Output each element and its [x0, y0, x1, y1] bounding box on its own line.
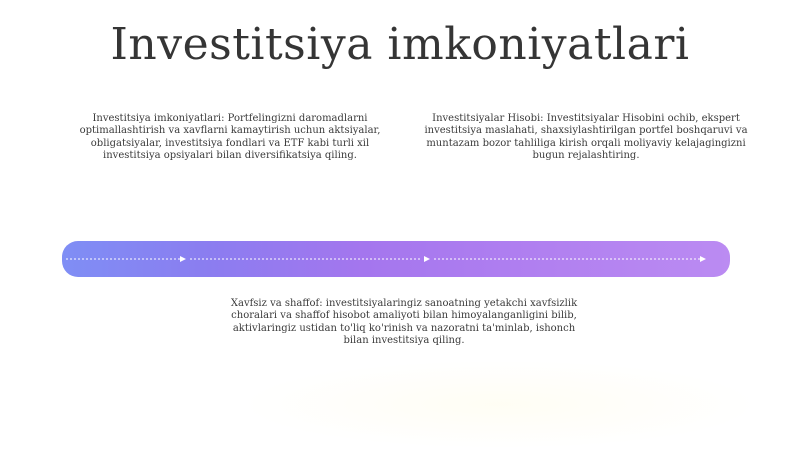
timeline-arrows — [62, 241, 730, 277]
secure-transparent-text: Xavfsiz va shaffof: investitsiyalaringiz sanoatning yetakchi xavfsizlik choralari va shaffof hisobot amaliyoti bilan himoyalanganligini bilib, aktivlaringiz ustidan to'liq ko'rinish va nazoratni ta'minlab, ishonch bilan investitsiya qiling. — [230, 298, 578, 347]
background-glow — [240, 360, 760, 449]
investment-options-text: Investitsiya imkoniyatlari: Portfelingizni daromadlarni optimallashtirish va xavflarni kamaytirish uchun aktsiyalar, obligatsiyalar, investitsiya fondlari va ETF kabi turli xil investitsiya opsiyalari bilan diversifikatsiya qiling. — [79, 113, 381, 162]
investment-account-text: Investitsiyalar Hisobi: Investitsiyalar Hisobini ochib, ekspert investitsiya maslahati, shaxsiylashtirilgan portfel boshqaruvi va muntazam bozor tahliliga kirish orqali moliyaviy kelajagingizni bugun rejalashtiring. — [424, 113, 748, 162]
arrow-right-icon — [424, 256, 430, 262]
arrow-right-icon — [180, 256, 186, 262]
page-title: Investitsiya imkoniyatlari — [110, 19, 690, 70]
timeline-bar — [62, 241, 730, 277]
arrow-right-icon — [700, 256, 706, 262]
